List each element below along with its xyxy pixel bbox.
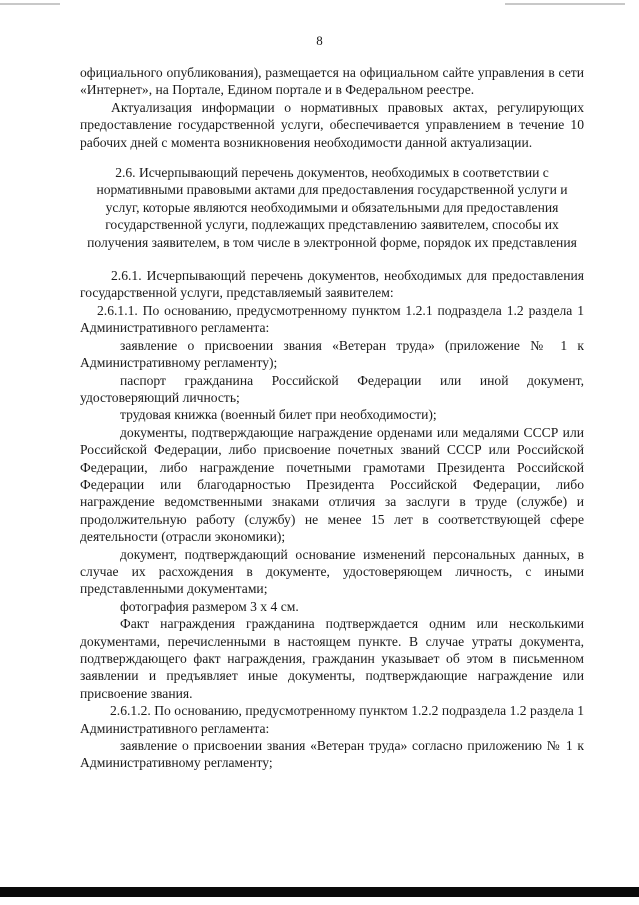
- paragraph-2-6-1-2: 2.6.1.2. По основанию, предусмотренному пунктом 1.2.2 подраздела 1.2 раздела 1 Административного регламента:: [80, 703, 584, 736]
- spacer: [80, 151, 584, 164]
- page-number: 8: [316, 33, 323, 48]
- scan-artifact-top-right: [505, 3, 625, 5]
- list-item-personal-data: документ, подтверждающий основание изменений персональных данных, в случае их расхождения в документе, удостоверяющем личность, с иными представленными документами;: [80, 546, 584, 597]
- list-item-awards: документы, подтверждающие награждение орденами или медалями СССР или Российской Федерации, либо присвоение почетных званий СССР или Российской Федерации, либо награждение почетными грамотами Президента Российской Федерации или благодарностью Президента Российской Федерации, либо награждение ведомственными знаками отличия за заслуги в труде (службе) и продолжительную работу (службу) не менее 15 лет в соответствующей сфере деятельности (отрасли экономики);: [80, 424, 584, 545]
- list-item-passport: паспорт гражданина Российской Федерации или иной документ, удостоверяющий личность;: [80, 372, 584, 405]
- paragraph-award-fact: Факт награждения гражданина подтверждается одним или несколькими документами, перечисленными в настоящем пункте. В случае утраты документа, подтверждающего факт награждения, гражданин указывает об этом в письменном заявлении и предъявляет иные документы, подтверждающие награждение или присвоение звания.: [80, 616, 584, 701]
- paragraph-2-6-1-1: 2.6.1.1. По основанию, предусмотренному пунктом 1.2.1 подраздела 1.2 раздела 1 Административного регламента:: [80, 302, 584, 336]
- document-body: [80, 64, 584, 772]
- paragraph-publication: официального опубликования), размещается на официальном сайте управления в сети «Интернет», на Портале, Едином портале и в Федеральном реестре.: [80, 65, 584, 98]
- spacer: [80, 251, 584, 267]
- list-item-application-2: заявление о присвоении звания «Ветеран труда» согласно приложению № 1 к Административному регламенту;: [80, 738, 584, 771]
- paragraph-2-6-1: 2.6.1. Исчерпывающий перечень документов, необходимых для предоставления государственной услуги, представляемый заявителем:: [80, 268, 584, 301]
- paragraph-actualization: Актуализация информации о нормативных правовых актах, регулирующих предоставление государственной услуги, обеспечивается управлением в течение 10 рабочих дней с момента возникновения необходимости данной актуализации.: [80, 99, 584, 150]
- section-heading-2-6: 2.6. Исчерпывающий перечень документов, необходимых в соответствии с нормативными правовыми актами для предоставления государственной услуги и услуг, которые являются необходимыми и обязательными для предоставления государственной услуги, подлежащих представлению заявителем, способы их получения заявителем, в том числе в электронной форме, порядок их представления: [87, 165, 577, 250]
- list-item-work-book: трудовая книжка (военный билет при необходимости);: [120, 407, 437, 423]
- scan-artifact-top-left: [0, 3, 60, 5]
- scan-artifact-bottom-bar: [0, 887, 639, 897]
- list-item-photo: фотография размером 3 х 4 см.: [120, 598, 299, 614]
- list-item-application: заявление о присвоении звания «Ветеран труда» (приложение № 1 к Административному регламенту);: [80, 337, 584, 371]
